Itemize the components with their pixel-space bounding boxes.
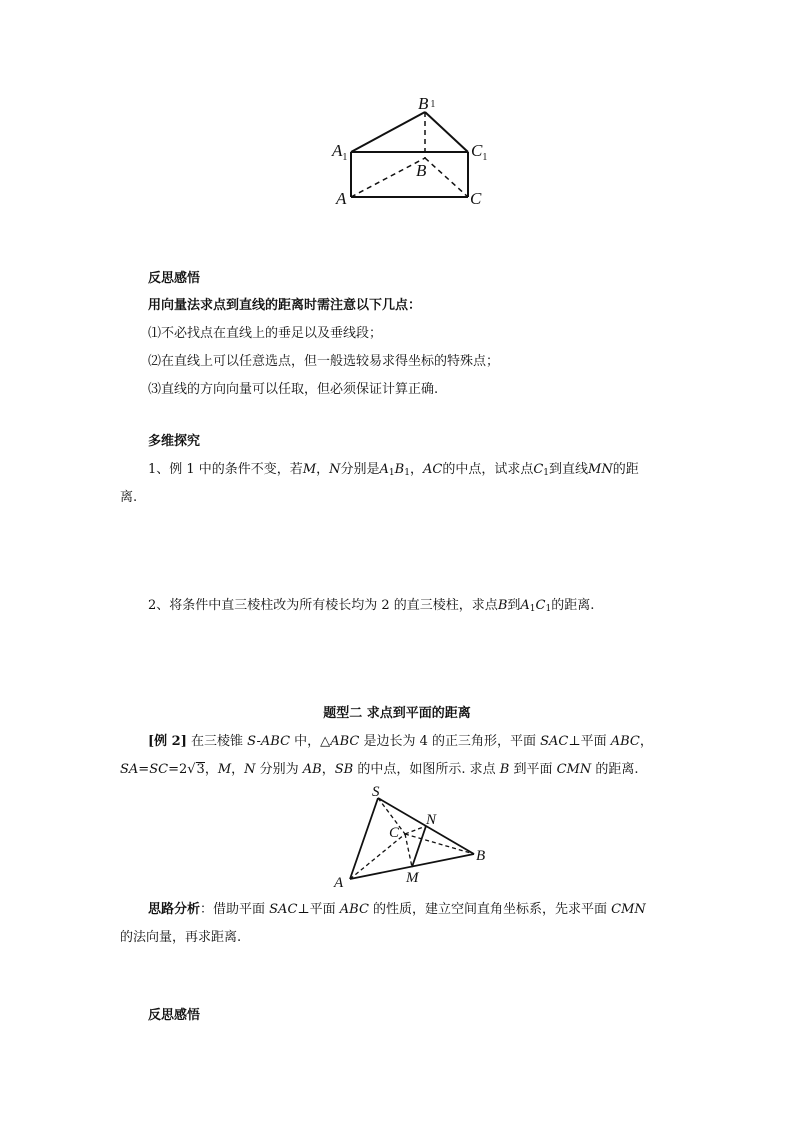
analysis-line2: 的法向量，再求距离. <box>120 930 242 945</box>
analysis-tag: 思路分析 <box>148 902 201 917</box>
reflection-intro: 用向量法求点到直线的距离时需注意以下几点： <box>148 298 422 313</box>
label-c: C <box>470 189 482 208</box>
section-title: 题型二 求点到平面的距离 <box>323 706 471 721</box>
reflection-heading: 反思感悟 <box>148 271 201 286</box>
label-s: S <box>372 784 380 800</box>
label-b: B <box>476 848 486 864</box>
edge-c-m <box>405 834 412 867</box>
edge-s-a <box>350 798 378 879</box>
pyramid-figure <box>330 784 500 894</box>
label-a1: $A_1$ <box>332 141 348 163</box>
label-b1: B 1 <box>418 94 436 113</box>
explore-heading: 多维探究 <box>148 434 201 449</box>
label-c1: $C_1$ <box>471 141 488 163</box>
reflection-point-2: ⑵在直线上可以任意选点，但一般选较易求得坐标的特殊点； <box>148 354 500 369</box>
reflection-point-3: ⑶直线的方向向量可以任取，但必须保证计算正确. <box>148 382 439 397</box>
label-n: N <box>426 812 437 828</box>
edge-b1-c1 <box>425 112 468 152</box>
reflection-point-1: ⑴不必找点在直线上的垂足以及垂线段； <box>148 326 383 341</box>
example-2-line2: SA=SC=2√3，M，N 分别为 AB，SB 的中点，如图所示. 求点 B 到平面 CMN 的距离. <box>120 762 639 777</box>
explore-question-2: 2、将条件中直三棱柱改为所有棱长均为 2 的直三棱柱，求点B到$A_1C_1$的距离. <box>148 598 595 614</box>
example-2-line1: [例 2] 在三棱锥 S-ABC 中，△ABC 是边长为 4 的正三角形，平面 SAC⊥平面 ABC， <box>148 734 653 749</box>
label-b: B <box>416 161 427 180</box>
edge-a1-b1 <box>351 112 425 152</box>
prism-figure <box>330 92 500 208</box>
explore-question-1-line2: 离. <box>120 490 138 505</box>
edge-c-b <box>405 834 474 854</box>
sqrt-sign: √ <box>187 762 196 777</box>
analysis-line1: 思路分析：借助平面 SAC⊥平面 ABC 的性质，建立空间直角坐标系，先求平面 CMN <box>148 902 646 917</box>
label-c: C <box>389 825 400 841</box>
example-tag: [例 2] <box>148 734 187 749</box>
edge-a-b <box>351 158 425 197</box>
explore-question-1: 1、例 1 中的条件不变，若M，N分别是$A_1B_1$，AC的中点，试求点$C_1$到直线MN的距 <box>148 462 639 478</box>
reflection-heading-2: 反思感悟 <box>148 1008 201 1023</box>
label-a: A <box>336 189 347 208</box>
label-a: A <box>334 875 344 891</box>
edge-b-c <box>425 158 468 197</box>
edge-m-n <box>412 826 426 867</box>
label-m: M <box>406 870 419 886</box>
